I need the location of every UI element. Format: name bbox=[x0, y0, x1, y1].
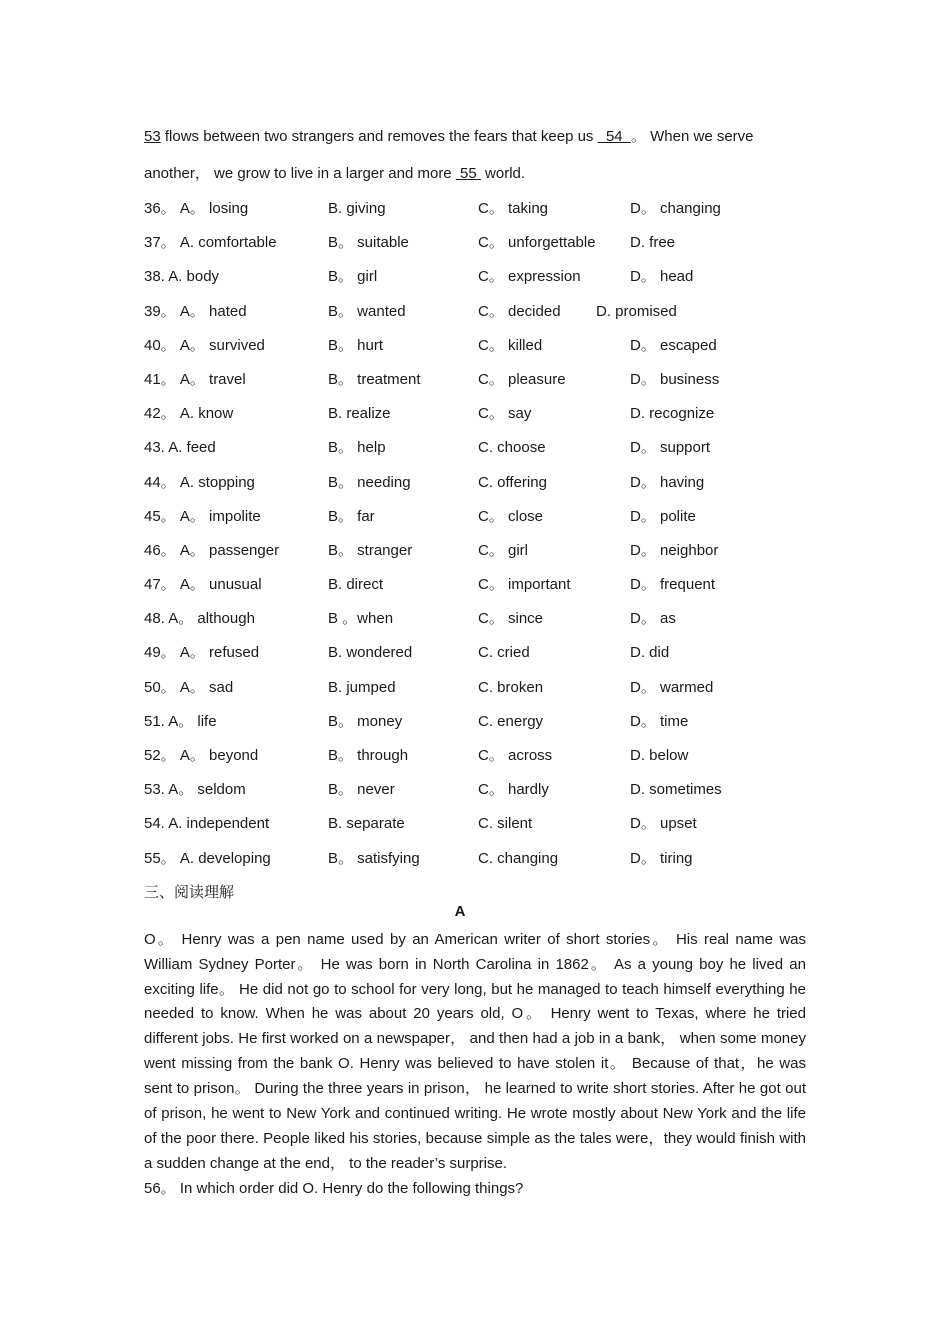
option-b: B。 money bbox=[328, 712, 403, 730]
option-c: C。 girl bbox=[478, 541, 529, 559]
option-a: 49。 A。 refused bbox=[144, 644, 260, 662]
option-b: B。 suitable bbox=[328, 234, 409, 252]
option-a: 52。 A。 beyond bbox=[144, 747, 259, 764]
question-row bbox=[144, 226, 806, 260]
option-b: B。 never bbox=[328, 781, 395, 799]
option-a: 51. A。 life bbox=[144, 712, 217, 730]
question-row bbox=[144, 397, 806, 431]
option-b: B。 girl bbox=[328, 268, 378, 286]
option-d: D. free bbox=[630, 234, 676, 252]
option-c: C。 pleasure bbox=[478, 370, 566, 388]
option-c: C. broken bbox=[478, 678, 544, 696]
option-d: D. did bbox=[630, 644, 670, 662]
option-b: B。 far bbox=[328, 507, 375, 525]
option-b: B。 satisfying bbox=[328, 849, 420, 867]
option-b: B. realize bbox=[328, 405, 391, 423]
option-a: 38. A. body bbox=[144, 268, 220, 286]
question-row bbox=[144, 671, 806, 705]
passage-title: A bbox=[454, 902, 466, 920]
option-a: 36。 A。 losing bbox=[144, 200, 249, 217]
option-d: D. recognize bbox=[630, 405, 715, 423]
question-row bbox=[144, 773, 806, 807]
option-b: B。 through bbox=[328, 747, 409, 764]
question-row bbox=[144, 636, 806, 670]
option-a: 42。 A. know bbox=[144, 405, 234, 423]
intro-line-1 bbox=[144, 118, 806, 155]
question-row bbox=[144, 602, 806, 636]
option-c: C. energy bbox=[478, 712, 544, 730]
option-a: 53. A。 seldom bbox=[144, 781, 246, 799]
option-c: C. choose bbox=[478, 439, 546, 457]
option-c: C。 decided bbox=[478, 302, 561, 320]
question-row bbox=[144, 466, 806, 500]
question-row bbox=[144, 295, 806, 329]
option-b: B。 stranger bbox=[328, 541, 413, 559]
question-row bbox=[144, 329, 806, 363]
option-d: D。 neighbor bbox=[630, 541, 719, 559]
option-d: D。 having bbox=[630, 473, 705, 491]
intro-line-2 bbox=[144, 155, 806, 192]
question-row bbox=[144, 807, 806, 841]
option-a: 46。 A。 passenger bbox=[144, 541, 280, 559]
option-c: C。 unforgettable bbox=[478, 234, 596, 252]
option-c: C。 expression bbox=[478, 268, 581, 286]
option-b: B。 wanted bbox=[328, 302, 406, 320]
option-b: B. jumped bbox=[328, 678, 396, 696]
option-d: D。 escaped bbox=[630, 336, 717, 354]
option-d: D。 warmed bbox=[630, 678, 714, 696]
option-d: D。 business bbox=[630, 370, 720, 388]
intro-text-2: another， we grow to live in a larger and more bbox=[144, 165, 456, 182]
question-list bbox=[144, 192, 806, 876]
blank-54: 54 bbox=[605, 128, 623, 145]
option-d: D. below bbox=[630, 747, 689, 764]
option-c: C. cried bbox=[478, 644, 530, 662]
option-a: 45。 A。 impolite bbox=[144, 507, 261, 525]
option-b: B。 treatment bbox=[328, 370, 421, 388]
option-c: C。 close bbox=[478, 507, 544, 525]
intro-text-1: flows between two strangers and removes the fears that keep us bbox=[160, 128, 598, 145]
question-row bbox=[144, 260, 806, 294]
option-d: D。 time bbox=[630, 712, 689, 730]
option-d: D. promised bbox=[596, 302, 677, 320]
option-d: D。 frequent bbox=[630, 576, 716, 594]
option-d: D。 head bbox=[630, 268, 694, 286]
section-heading: 三、阅读理解 bbox=[144, 883, 235, 901]
question-row bbox=[144, 534, 806, 568]
question-row bbox=[144, 739, 806, 773]
question-row bbox=[144, 431, 806, 465]
option-a: 47。 A。 unusual bbox=[144, 576, 262, 594]
option-d: D. sometimes bbox=[630, 781, 722, 799]
option-d: D。 support bbox=[630, 439, 711, 457]
option-b: B. wondered bbox=[328, 644, 413, 662]
option-a: 50。 A。 sad bbox=[144, 678, 234, 696]
option-a: 54. A. independent bbox=[144, 815, 270, 833]
option-d: D。 upset bbox=[630, 815, 697, 833]
option-a: 41。 A。 travel bbox=[144, 370, 246, 388]
question-56: 56。 In which order did O. Henry do the following things? bbox=[144, 1179, 524, 1197]
option-d: D。 polite bbox=[630, 507, 696, 525]
question-row bbox=[144, 705, 806, 739]
blank-55: 55 bbox=[460, 165, 477, 182]
passage-text: O。 Henry was a pen name used by an American writer of short stories。 His real name was William Sydney Porter。 He was born in North Carolina in 1862。 As a young boy he lived an exciting life。 He did not go to school for very long, but he managed to teach himself everything he needed to know. When he was about 20 years old, O。 Henry went to Texas, where he tried different jobs. He first worked on a newspaper， and then had a job in a bank， when some money went missing from the bank O. Henry was believed to have stolen it。 Because of that，he was sent to prison。 During the three years in prison， he learned to write short stories. After he got out of prison, he went to New York and continued writing. He wrote mostly about New York and the life of the poor there. People liked his stories, because simple as the tales were，they would finish with a sudden change at the end， to the reader’s surprise. bbox=[144, 930, 806, 1172]
question-row bbox=[144, 568, 806, 602]
option-b: B。 needing bbox=[328, 473, 411, 491]
option-d: D。 changing bbox=[630, 200, 721, 217]
option-a: 40。 A。 survived bbox=[144, 336, 265, 354]
intro-text-2-end: world. bbox=[480, 165, 526, 182]
option-c: C。 important bbox=[478, 576, 571, 594]
option-d: D。 as bbox=[630, 610, 676, 628]
option-a: 43. A. feed bbox=[144, 439, 216, 457]
document-page bbox=[144, 118, 806, 1202]
option-c: C. silent bbox=[478, 815, 533, 833]
blank-53: 53 bbox=[144, 128, 161, 145]
intro-text-1-end: 。 When we serve bbox=[630, 128, 754, 145]
option-c: C。 killed bbox=[478, 336, 543, 354]
option-a: 37。 A. comfortable bbox=[144, 234, 277, 252]
option-a: 39。 A。 hated bbox=[144, 302, 247, 320]
option-a: 55。 A. developing bbox=[144, 849, 271, 867]
option-c: C。 say bbox=[478, 405, 532, 423]
question-row bbox=[144, 192, 806, 226]
option-c: C。 hardly bbox=[478, 781, 549, 799]
question-row bbox=[144, 500, 806, 534]
option-b: B 。when bbox=[328, 610, 394, 628]
option-c: C。 across bbox=[478, 747, 553, 764]
option-b: B. direct bbox=[328, 576, 384, 594]
option-c: C. offering bbox=[478, 473, 547, 491]
question-row bbox=[144, 363, 806, 397]
option-a: 44。 A. stopping bbox=[144, 473, 255, 491]
option-d: D。 tiring bbox=[630, 849, 693, 867]
option-c: C. changing bbox=[478, 849, 559, 867]
option-b: B. giving bbox=[328, 200, 386, 217]
question-row bbox=[144, 842, 806, 876]
option-c: C。 taking bbox=[478, 200, 549, 217]
option-c: C。 since bbox=[478, 610, 544, 628]
option-b: B。 hurt bbox=[328, 336, 384, 354]
option-b: B。 help bbox=[328, 439, 386, 457]
option-a: 48. A。 although bbox=[144, 610, 255, 628]
option-b: B. separate bbox=[328, 815, 405, 833]
